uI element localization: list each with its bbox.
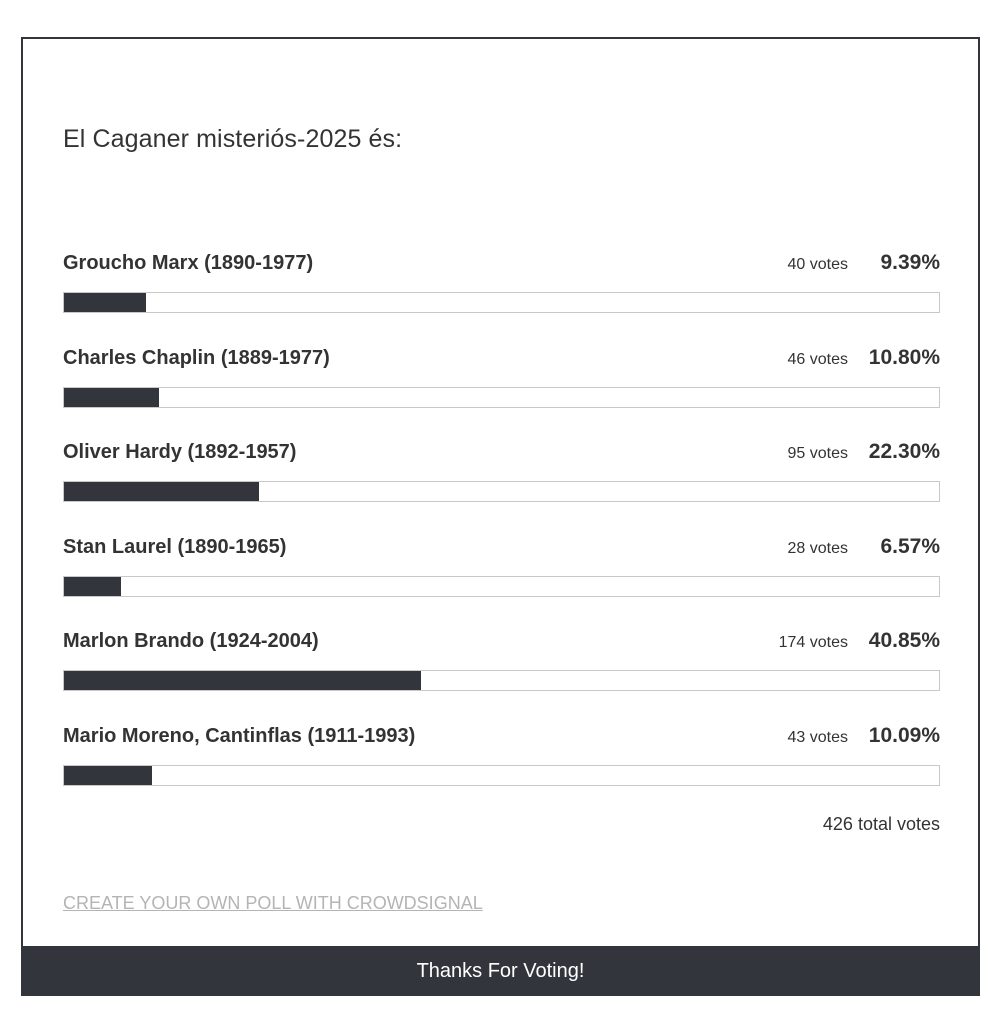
- answer-percent: 6.57%: [880, 534, 940, 558]
- answer-label: Oliver Hardy (1892-1957): [63, 441, 297, 463]
- answer-votes: 40 votes: [787, 256, 848, 273]
- result-bar-track: [63, 576, 940, 597]
- answer-percent: 10.09%: [868, 723, 940, 747]
- answer-votes: 174 votes: [778, 634, 848, 651]
- answer-votes: 43 votes: [787, 728, 848, 746]
- result-bar-track: [63, 670, 940, 691]
- answer-percent: 22.30%: [868, 440, 940, 463]
- create-poll-link[interactable]: CREATE YOUR OWN POLL WITH CROWDSIGNAL: [63, 893, 483, 913]
- answer-item: [63, 346, 940, 441]
- answer-votes: 46 votes: [787, 350, 848, 368]
- answer-percent: 40.85%: [868, 629, 940, 652]
- answer-label: Marlon Brando (1924-2004): [63, 630, 319, 652]
- answer-votes: 28 votes: [787, 539, 848, 557]
- result-bar-fill: [64, 293, 146, 312]
- result-bar-track: [63, 387, 940, 408]
- answer-item: [63, 440, 940, 535]
- thanks-footer: Thanks For Voting!: [21, 946, 980, 996]
- answer-percent: 9.39%: [880, 251, 940, 274]
- answer-label: Charles Chaplin (1889-1977): [63, 346, 330, 369]
- answer-label: Mario Moreno, Cantinflas (1911-1993): [63, 724, 416, 747]
- result-bar-fill: [64, 388, 159, 407]
- answer-list: [63, 251, 940, 818]
- result-bar-fill: [64, 577, 121, 596]
- answer-percent: 10.80%: [868, 345, 940, 369]
- result-bar-fill: [64, 482, 259, 501]
- result-bar-fill: [64, 671, 421, 690]
- result-bar-fill: [64, 766, 152, 785]
- result-bar-track: [63, 292, 940, 313]
- total-votes: 426 total votes: [822, 814, 940, 834]
- answer-item: [63, 724, 940, 819]
- poll-container: [21, 37, 980, 996]
- answer-votes: 95 votes: [787, 445, 848, 462]
- answer-item: [63, 535, 940, 630]
- answer-item: [63, 251, 940, 346]
- poll-question: El Caganer misteriós-2025 és:: [63, 125, 403, 153]
- answer-label: Stan Laurel (1890-1965): [63, 535, 287, 558]
- result-bar-track: [63, 481, 940, 502]
- result-bar-track: [63, 765, 940, 786]
- answer-label: Groucho Marx (1890-1977): [63, 252, 314, 274]
- answer-item: [63, 629, 940, 724]
